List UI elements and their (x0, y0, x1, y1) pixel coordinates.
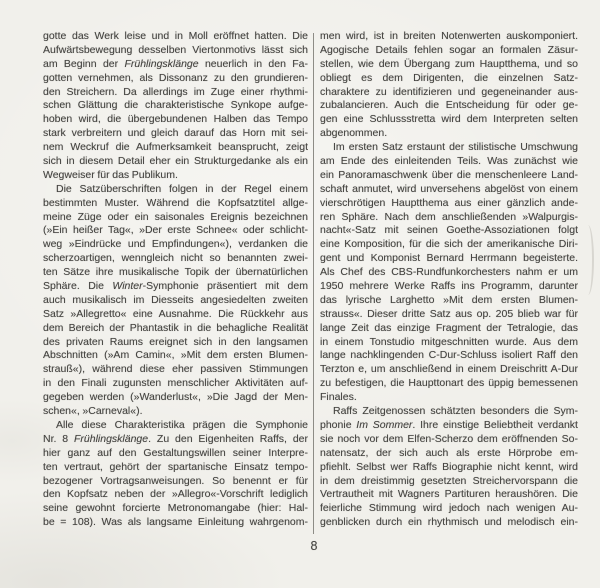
text-line (320, 475, 578, 489)
text-line (43, 349, 308, 363)
text-line (320, 113, 578, 127)
text-line (43, 377, 308, 391)
text-segment: feierliche Stimmung wird jedoch nach wenigen Au- (320, 502, 578, 515)
text-segment: pfiehlt. Selbst wer Raffs Biographie nicht kennt, wird (320, 460, 578, 473)
text-segment: vierschrötigen Hauptthema aus einer gänzlich ande- (320, 196, 578, 209)
text-segment: sich in diesem Detail eher ein Strukturgedanke als ein (43, 155, 308, 168)
text-line (43, 336, 308, 350)
italic-text-segment: Frühlingsklänge (124, 57, 199, 70)
text-line (43, 488, 308, 502)
text-line (320, 502, 578, 516)
text-segment: Aufwärtsbewegung desselben Viertonmotivs lässt sich (43, 43, 308, 56)
text-line (43, 475, 308, 489)
text-segment: schen Glättung die charakteristische Synkope aufge- (43, 99, 308, 112)
text-line (43, 419, 308, 433)
text-line (43, 322, 308, 336)
text-segment: Sphäre. Die (43, 280, 113, 293)
text-segment: dem Bereich der Phantastik in die behagliche Realität (43, 321, 308, 334)
text-line (43, 183, 308, 197)
text-line (320, 405, 578, 419)
text-line (320, 183, 578, 197)
text-line (43, 461, 308, 475)
text-segment: strauss«. Dieser dritte Satz aus op. 205 blieb war für (320, 307, 578, 320)
text-line (320, 308, 578, 322)
text-segment: den Streichern. Da allerdings im Zuge einer rhythmi- (43, 85, 308, 98)
text-segment: Finales. (320, 391, 357, 404)
text-segment: Satz »Allegretto« eine Ausnahme. Die Rückkehr aus (43, 307, 308, 320)
text-segment: in den Finali zugunsten menschlicher Aktivitäten auf- (43, 377, 308, 390)
text-line (43, 308, 308, 322)
text-segment: natensatz, der sich auch als erste Hörprobe em- (320, 446, 578, 459)
text-segment: weg »Eindrücke und Empfindungen«), verdanken die (43, 238, 308, 251)
italic-text-segment: Im Sommer (356, 418, 413, 431)
text-line (43, 86, 308, 100)
text-segment: eine Komposition, für die sich der amerikanische Diri- (320, 238, 578, 251)
two-column-text-block (43, 30, 578, 534)
text-segment: seine gewohnt forcierte Metronomangabe (hier: Hal- (43, 502, 308, 515)
text-column-left (43, 30, 308, 530)
text-segment: gen eine Schlussstretta wird dem Interpreten selten (320, 113, 578, 126)
text-line (320, 461, 578, 475)
text-line (43, 141, 308, 155)
text-line (43, 224, 308, 238)
text-segment: abgenommen. (320, 127, 388, 140)
text-segment: Nr. 8 (43, 432, 74, 445)
text-line (320, 141, 578, 155)
text-segment: zubalancieren. Auch die Entscheidung für oder ge- (320, 99, 578, 112)
text-line (320, 252, 578, 266)
text-segment: hier ganz auf den Gestaltungswillen seiner Interpre- (43, 446, 308, 459)
italic-text-segment: Winter (112, 280, 143, 293)
text-line (43, 211, 308, 225)
text-segment: zu befestigen, die Haupttonart des üppig bemessenen (320, 377, 578, 390)
text-segment: am Ende des einleitenden Teils. Was zunächst wie (320, 155, 578, 168)
text-segment: Raffs Zeitgenossen schätzten besonders die Sym- (333, 405, 578, 418)
text-line (320, 224, 578, 238)
text-line (320, 294, 578, 308)
text-segment: Terzton e, um anschließend in einem Dreischritt A-Dur (320, 363, 578, 376)
text-line (320, 391, 578, 405)
text-line (320, 363, 578, 377)
text-line (320, 211, 578, 225)
text-line (320, 488, 578, 502)
text-line (320, 86, 578, 100)
text-line (43, 405, 308, 419)
text-line (320, 169, 578, 183)
text-segment: des privaten Raums ereignet sich in den langsamen (43, 335, 308, 348)
text-segment: in einem Tonstudio mitgeschnitten wurde. Aus dem (320, 335, 578, 348)
text-segment: ten vertraut, gehört der spartanische Einsatz tempo- (43, 460, 308, 473)
text-line (43, 363, 308, 377)
text-segment: sie noch vor dem Elfen-Scherzo dem eröffnenden So- (320, 432, 578, 445)
text-segment: Agogische Details fehlen sogar an formalen Zäsur- (320, 43, 578, 56)
text-segment: bestimmten Muster. Während die Kopfsatztitel allge- (43, 196, 308, 209)
text-segment: schaft anmutet, wird unversehens abgelöst von einem (320, 182, 578, 195)
text-segment: stellen, wie dem Übergang zum Hauptthema, und so (320, 57, 578, 70)
text-segment: auch musikalisch im Diesseits angesiedelten zweiten (43, 293, 308, 306)
text-segment: das lyrische Larghetto »Mit dem ersten Blumen- (320, 293, 578, 306)
text-segment: meine Züge oder ein saisonales Ereignis bezeichnen (43, 210, 308, 223)
text-segment: Alle diese Charakteristika prägen die Symphonie (56, 418, 308, 431)
text-line (43, 252, 308, 266)
text-segment: lange Zeit das einzige Fragment der Tetralogie, das (320, 321, 578, 334)
text-line (320, 58, 578, 72)
text-line (43, 113, 308, 127)
text-segment: obliegt es dem Dirigenten, die einzelnen Satz- (320, 71, 578, 84)
page-number: 8 (310, 539, 318, 553)
text-segment: Die Satzüberschriften folgen in der Regel einem (56, 182, 308, 195)
text-line (43, 155, 308, 169)
text-line (320, 349, 578, 363)
text-segment: gent und Komponist Bernard Herrmann begeisterte. (320, 252, 578, 265)
text-segment: ten Sätze ihre musikalische Topik der übernatürlichen (43, 266, 308, 279)
text-segment: Im ersten Satz erstaunt der stilistische Umschwung (333, 141, 578, 154)
text-segment: hoben wird, die übergebundenen Halben das Tempo (43, 113, 308, 126)
text-line (320, 155, 578, 169)
text-line (320, 322, 578, 336)
italic-text-segment: Frühlingsklänge (73, 432, 149, 445)
text-segment: gegeben werden (»Wanderlust«, »Die Jagd der Men- (43, 391, 308, 404)
text-line (320, 44, 578, 58)
text-segment: genblicken durch ein rhythmisch und melodisch ein- (320, 516, 578, 529)
text-segment: charaktere zu identifizieren und gegeneinander aus- (320, 85, 578, 98)
text-segment: gotten vernehmen, als Dissonanz zu den grundieren- (43, 71, 308, 84)
text-line (320, 419, 578, 433)
text-line (43, 127, 308, 141)
scan-curl-artifact (582, 225, 594, 295)
text-line (43, 44, 308, 58)
text-line (320, 127, 578, 141)
text-line (43, 30, 308, 44)
text-segment: phonie (320, 418, 357, 431)
text-segment: strauß«), während diese eher passiven Stimmungen (43, 363, 308, 376)
text-segment: nacht«-Satz mit seinen Goethe-Assoziationen folgt (320, 224, 578, 237)
text-segment: -Symphonie präsentiert mit dem (142, 280, 308, 293)
text-segment: be = 108). Was als langsame Einleitung wahrgenom- (43, 516, 308, 529)
text-segment: lange nachklingenden C-Dur-Schluss isoliert Raff den (320, 349, 578, 362)
text-segment: am Beginn der (43, 57, 125, 70)
text-segment: neuerlich in den Fa- (198, 57, 308, 70)
text-segment: Wegweiser für das Publikum. (43, 168, 178, 181)
text-line (43, 197, 308, 211)
text-segment: in dem dreistimmig gesetzten Streichervorspann die (320, 474, 578, 487)
text-segment: ren Sphäre. Nach dem anschließenden »Walpurgis- (320, 210, 578, 223)
text-segment: men wird, ist in breiten Notenwerten auskomponiert. (320, 30, 578, 42)
text-line (43, 294, 308, 308)
text-line (43, 266, 308, 280)
text-line (320, 516, 578, 530)
text-line (43, 516, 308, 530)
text-segment: (»Ein heißer Tag«, »Der erste Schnee« oder schlicht- (43, 224, 308, 237)
text-segment: den Kopfsatz neben der »Allegro«-Vorschrift lediglich (43, 488, 308, 501)
text-segment: schen«, »Carneval«). (43, 405, 143, 418)
text-line (43, 433, 308, 447)
text-line (320, 433, 578, 447)
text-line (43, 169, 308, 183)
text-line (320, 197, 578, 211)
text-line (43, 72, 308, 86)
text-segment: . Ihre einstige Beliebtheit verdankt (412, 418, 578, 431)
text-segment: . Zu den Eigenheiten Raffs, der (148, 432, 308, 445)
text-line (43, 58, 308, 72)
text-segment: Abschnitten (»Am Camin«, »Mit dem ersten Blumen- (43, 349, 308, 362)
column-divider (313, 33, 314, 534)
text-line (320, 99, 578, 113)
text-line (43, 238, 308, 252)
text-segment: stark verbreitern und gleich darauf das Horn mit sei- (43, 127, 308, 140)
text-line (320, 377, 578, 391)
text-line (320, 280, 578, 294)
text-line (320, 266, 578, 280)
text-line (320, 72, 578, 86)
text-line (43, 447, 308, 461)
text-line (320, 336, 578, 350)
text-segment: gotte das Werk leise und in Moll eröffnet hatten. Die (43, 30, 308, 42)
text-segment: bezogener Vortragsanweisungen. So benennt er für (43, 474, 308, 487)
text-segment: scherzoartigen, wenngleich nicht so benannten zwei- (43, 252, 308, 265)
text-column-right (320, 30, 578, 530)
text-segment: 1950 mehrere Werke Raffs ins Programm, darunter (320, 280, 578, 293)
text-segment: Vertrautheit mit Wagners Partituren heraushören. Die (320, 488, 578, 501)
text-line (43, 99, 308, 113)
text-segment: Als Chef des CBS-Rundfunkorchesters nahm er um (320, 266, 578, 279)
text-line (43, 280, 308, 294)
text-line (320, 238, 578, 252)
text-line (320, 30, 578, 44)
text-segment: nem Weckruf die Aufmerksamkeit beansprucht, zeigt (43, 141, 308, 154)
text-line (320, 447, 578, 461)
text-line (43, 391, 308, 405)
text-segment: ein Panoramaschwenk über die menschenleere Land- (320, 168, 578, 181)
text-line (43, 502, 308, 516)
